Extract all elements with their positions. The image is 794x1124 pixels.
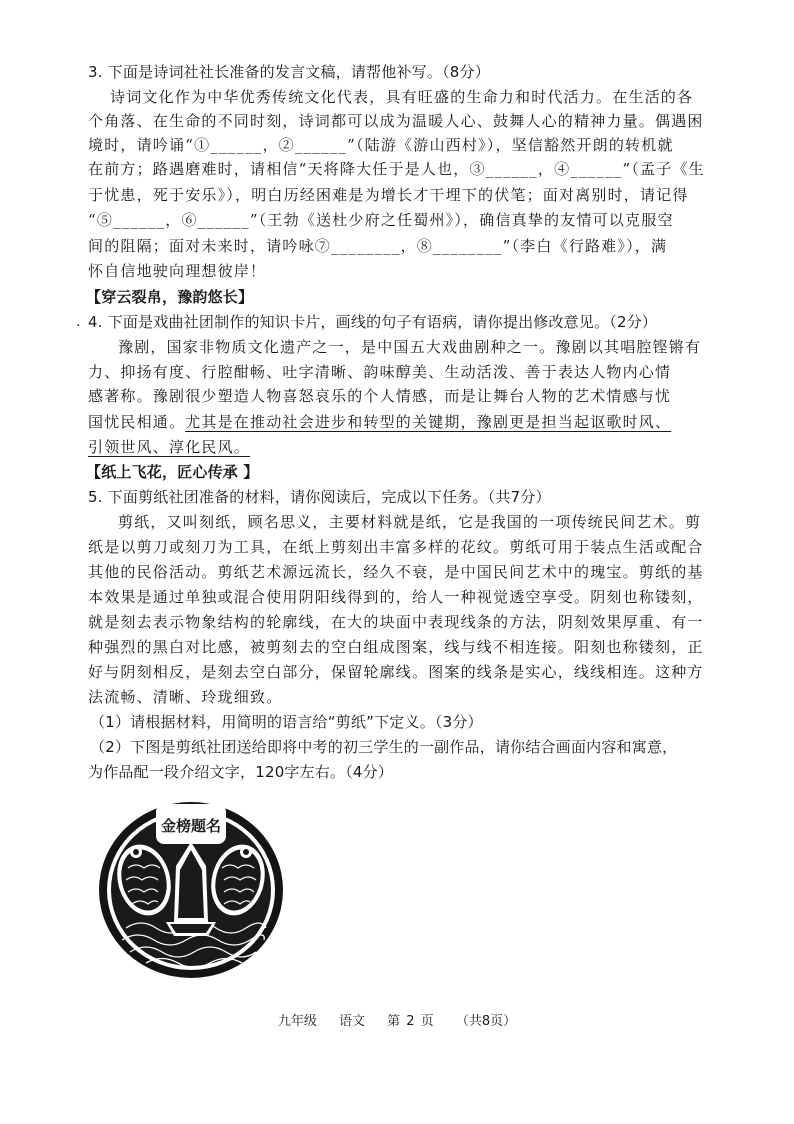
- footer-subject: 语文: [339, 1014, 366, 1029]
- margin-dot: ·: [76, 318, 81, 334]
- q5-task-1: （1）请根据材料，用简明的语言给“剪纸”下定义。（3分）: [90, 713, 483, 731]
- q5-line-4: 本效果是通过单独或混合使用阴阳线得到的，给人一种视觉透空享受。阴刻也称镂刻，: [88, 588, 704, 606]
- q3-line-8: 怀自信地驶向理想彼岸！: [88, 262, 267, 280]
- q4-underlined-sentence-2: 引领世风、淳化民风。: [88, 438, 251, 456]
- q4-underlined-sentence-1: 尤其是在推动社会进步和转型的关键期，豫剧更是担当起讴歌时风、: [185, 413, 672, 431]
- footer-total-pages: （共8页）: [455, 1014, 517, 1029]
- q5-line-7: 好与阴刻相反，是刻去空白部分，保留轮廓线。图案的线条是实心，线线相连。这种方: [88, 663, 704, 681]
- q3-line-3: 境时，请吟诵“①______，②______”（陆游《游山西村》），坚信豁然开朗的转机就: [88, 136, 674, 154]
- q5-line-1: 剪纸，又叫刻纸，顾名思义，主要材料就是纸，它是我国的一项传统民间艺术。剪: [118, 513, 702, 531]
- q5-title: 5. 下面剪纸社团准备的材料，请你阅读后，完成以下任务。（共7分）: [88, 488, 551, 506]
- q3-line-4: 在前方；路遇磨难时，请相信“天将降大任于是人也，③______，④______”（孟子《生: [88, 160, 705, 178]
- q3-line-7: 间的阻隔；面对未来时，请吟咏⑦________，⑧________”（李白《行路难》），满: [88, 237, 668, 255]
- q4-title: 4. 下面是戏曲社团制作的知识卡片，画线的句子有语病，请你提出修改意见。（2分）: [88, 313, 658, 331]
- papercut-artwork-image: [96, 798, 286, 980]
- footer-grade: 九年级: [277, 1014, 317, 1029]
- q4-line-3: 感著称。豫剧很少塑造人物喜怒哀乐的个人情感，而是让舞台人物的艺术情感与忧: [88, 387, 672, 405]
- q3-line-6: “⑤______，⑥______”（王勃《送杜少府之任蜀州》），确信真挚的友情可以克服空: [88, 211, 674, 229]
- q5-task-2-line-2: 为作品配一段介绍文字，120字左右。（4分）: [88, 763, 394, 781]
- q3-line-1: 诗词文化作为中华优秀传统文化代表，具有旺盛的生命力和时代活力。在生活的各: [110, 88, 694, 106]
- page-footer: [0, 1010, 794, 1029]
- q5-line-8: 法流畅、清晰、玲珑细致。: [88, 688, 283, 706]
- q5-line-5: 就是刻去表示物象结构的轮廓线，在大的块面中表现线条的方法，阴刻效果厚重、有一: [88, 613, 704, 631]
- section-heading-yuju: 【穿云裂帛，豫韵悠长】: [86, 288, 254, 306]
- q4-line-5: [88, 435, 728, 459]
- q5-task-2-line-1: （2）下图是剪纸社团送给即将中考的初三学生的一副作品，请你结合画面内容和寓意，: [90, 738, 678, 756]
- papercut-calligraphy: 金榜题名: [160, 817, 222, 835]
- q3-line-2: 个角落、在生命的不同时刻，诗词都可以成为温暖人心、鼓舞人心的精神力量。偶遇困: [88, 112, 704, 130]
- q3-title: 3. 下面是诗词社社长准备的发言文稿，请帮他补写。（8分）: [88, 63, 490, 81]
- section-heading-papercut: 【纸上飞花，匠心传承 】: [86, 463, 259, 481]
- q3-line-5: 于忧患，死于安乐》），明白历经困难是为增长才干埋下的伏笔；面对离别时，请记得: [88, 186, 689, 204]
- q4-line-4: [88, 410, 728, 434]
- q5-line-3: 其他的民俗活动。剪纸艺术源远流长，经久不衰，是中国民间艺术中的瑰宝。剪纸的基: [88, 563, 704, 581]
- q4-line-4-text: 国忧民相通。: [88, 413, 186, 431]
- q5-line-6: 种强烈的黑白对比感，被剪刻去的空白组成图案，线与线不相连接。阳刻也称镂刻，正: [88, 638, 704, 656]
- footer-page-number: 第 2 页: [387, 1014, 434, 1029]
- q5-line-2: 纸是以剪刀或刻刀为工具，在纸上剪刻出丰富多样的花纹。剪纸可用于装点生活或配合: [88, 538, 704, 556]
- q4-line-1: 豫剧，国家非物质文化遗产之一，是中国五大戏曲剧种之一。豫剧以其唱腔铿锵有: [118, 338, 702, 356]
- q4-line-2: 力、抑扬有度、行腔酣畅、吐字清晰、韵味醇美、生动活泼、善于表达人物内心情: [88, 363, 672, 381]
